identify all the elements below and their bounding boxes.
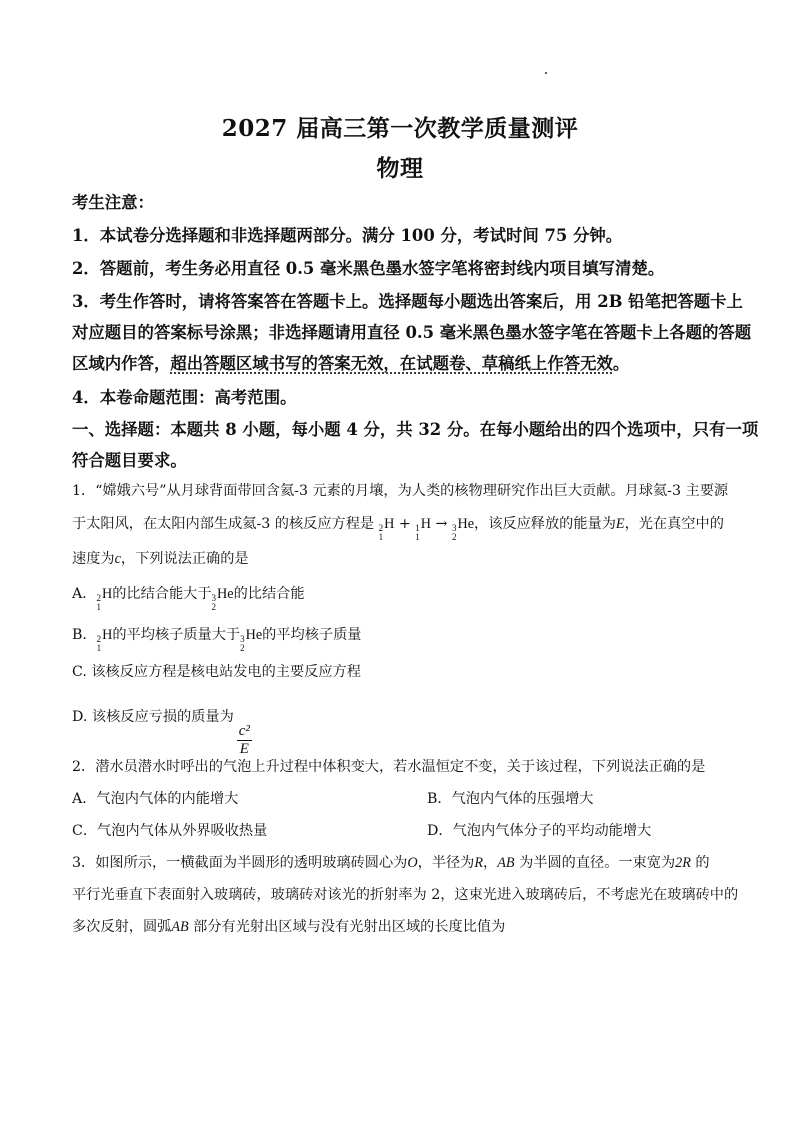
helium3-symbol: 3 2 He: [451, 516, 474, 542]
helium3-symbol: 3 2 He: [211, 586, 234, 612]
notice-item-3-line-1: 3．考生作答时，请将答案答在答题卡上。选择题每小题选出答案后，用 2B 铅笔把答题卡上: [72, 292, 743, 311]
q1-text: 于太阳风，在太阳内部生成氦-3 的核反应方程是: [72, 516, 375, 532]
q2-option-d: D．气泡内气体分子的平均动能增大: [427, 823, 652, 839]
q1-text: ，光在真空中的: [624, 516, 724, 532]
q3-stem-line-1: [72, 852, 742, 872]
var-diameter: AB: [497, 855, 515, 871]
q1-text: ，下列说法正确的是: [120, 551, 249, 567]
q3-stem-line-2: 平行光垂直下表面射入玻璃砖，玻璃砖对该光的折射率为 2，这束光进入玻璃砖后，不考虑光在玻璃砖中的: [72, 887, 739, 903]
q3-text: 部分有光射出区域与没有光射出区域的长度比值为: [188, 919, 506, 935]
helium3-symbol: 3 2 He: [240, 627, 263, 653]
q3-text: ，: [483, 855, 498, 871]
deuterium-symbol: 2 1 H: [96, 627, 113, 653]
q1-text: ，该反应释放的能量为: [474, 516, 616, 532]
notice-item-3-line-3: [72, 350, 742, 374]
q3-text: 的: [690, 855, 710, 871]
option-label: B．: [72, 627, 97, 643]
deuterium-symbol: 2 1 H: [96, 586, 113, 612]
exam-subject: 物理: [376, 155, 424, 182]
q3-text: ，半径为: [417, 855, 475, 871]
q2-option-a: A．气泡内气体的内能增大: [72, 791, 239, 807]
plus-sign: +: [398, 516, 411, 532]
notice-item-3-text: 区域内作答，: [72, 354, 171, 373]
notice-item-4: 4．本卷命题范围：高考范围。: [72, 388, 297, 407]
q3-text: 多次反射，圆弧: [72, 919, 172, 935]
scan-speck: [545, 72, 547, 74]
deuterium-symbol: 2 1 H: [378, 516, 395, 542]
notice-item-3-line-2: 对应题目的答案标号涂黑；非选择题请用直径 0.5 毫米黑色墨水签字笔在答题卡上各题的答题: [72, 323, 752, 342]
var-light-speed: c: [114, 551, 121, 567]
q1-option-d: [72, 706, 742, 758]
option-text: 的比结合能: [233, 586, 305, 602]
option-label: A．: [72, 586, 97, 602]
q3-stem-line-3: [72, 916, 742, 936]
notice-heading: 考生注意：: [72, 193, 154, 212]
mass-fraction: $\frac{\text{c²}}{E}$: [238, 723, 250, 757]
q1-stem-line-3: [72, 548, 742, 568]
q2-option-b: B．气泡内气体的压强增大: [427, 791, 594, 807]
q2-option-c: C．气泡内气体从外界吸收热量: [72, 823, 268, 839]
section-1-heading-line-1: 一、选择题：本题共 8 小题，每小题 4 分，共 32 分。在每小题给出的四个选项中，只有一项: [72, 420, 759, 439]
reaction-arrow: →: [435, 516, 448, 532]
q2-stem: 2．潜水员潜水时呼出的气泡上升过程中体积变大，若水温恒定不变，关于该过程，下列说法正确的是: [72, 759, 706, 775]
q3-text: 为半圆的直径。一束宽为: [514, 855, 676, 871]
q1-option-b: [72, 624, 742, 653]
q1-text: 速度为: [72, 551, 115, 567]
section-1-heading-line-2: 符合题目要求。: [72, 451, 187, 470]
q1-stem-line-1: 1．“嫦娥六号”从月球背面带回含氦-3 元素的月壤，为人类的核物理研究作出巨大贡献。月球氦-3 主要源: [72, 483, 729, 499]
q1-option-c: C. 该核反应方程是核电站发电的主要反应方程: [72, 664, 361, 680]
var-center: O: [407, 855, 418, 871]
proton-symbol: 1 1 H: [415, 516, 432, 542]
notice-item-3-emphasis: 超出答题区域书写的答案无效，在试题卷、草稿纸上作答无效: [170, 354, 613, 373]
option-text: 的平均核子质量大于: [112, 627, 241, 643]
notice-item-2: 2．答题前，考生务必用直径 0.5 毫米黑色墨水签字笔将密封线内项目填写清楚。: [72, 259, 665, 278]
q3-text: 3．如图所示，一横截面为半圆形的透明玻璃砖圆心为: [72, 855, 408, 871]
option-text: 的比结合能大于: [112, 586, 212, 602]
var-energy: E: [615, 516, 625, 532]
q2-options-row-1: [72, 788, 742, 808]
q1-stem-line-2: [72, 513, 742, 542]
var-beam-width: 2R: [675, 855, 691, 871]
option-text: D. 该核反应亏损的质量为: [72, 709, 234, 725]
option-text: 的平均核子质量: [262, 627, 362, 643]
var-radius: R: [474, 855, 484, 871]
var-arc: AB: [171, 919, 189, 935]
exam-title: 2027 届高三第一次教学质量测评: [221, 115, 579, 142]
notice-item-1: 1．本试卷分选择题和非选择题两部分。满分 100 分，考试时间 75 分钟。: [72, 226, 623, 245]
q1-option-a: [72, 583, 742, 612]
notice-item-3-end: 。: [612, 354, 630, 373]
q2-options-row-2: [72, 820, 742, 840]
